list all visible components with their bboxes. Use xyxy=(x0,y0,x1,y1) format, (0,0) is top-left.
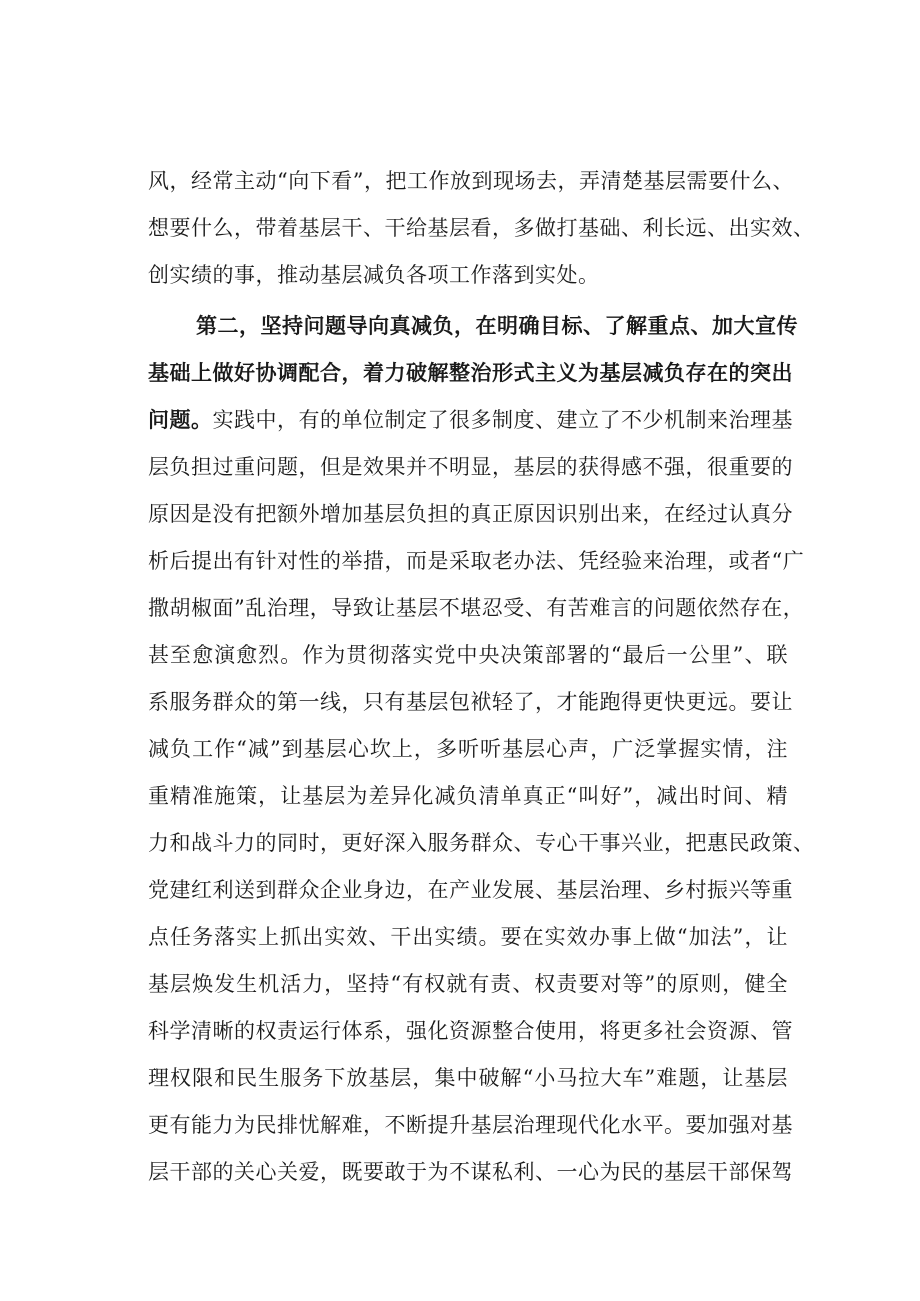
paragraph2-line-14: 点任务落实上抓出实效、干出实绩。要在实效办事上做“加法”，让 xyxy=(148,925,788,949)
paragraph2-line-18: 更有能力为民排忧解难，不断提升基层治理现代化水平。要加强对基 xyxy=(148,1113,793,1137)
paragraph2-line-8: 甚至愈演愈烈。作为贯彻落实党中央决策部署的“最后一公里”、联 xyxy=(148,643,788,667)
paragraph1-line-2: 想要什么，带着基层干、干给基层看，多做打基础、利长远、出实效、 xyxy=(148,216,815,240)
paragraph2-line-3 xyxy=(148,400,793,440)
paragraph2-line-3-bold: 问题。 xyxy=(148,407,213,432)
paragraph2-line-2: 基础上做好协调配合，着力破解整治形式主义为基层减负存在的突出 xyxy=(148,360,793,385)
paragraph2-line-6: 析后提出有针对性的举措，而是采取老办法、凭经验来治理，或者“广 xyxy=(148,549,805,573)
paragraph2-line-9: 系服务群众的第一线，只有基层包袱轻了，才能跑得更快更远。要让 xyxy=(148,690,793,714)
paragraph2-line-13: 党建红利送到群众企业身边，在产业发展、基层治理、乡村振兴等重 xyxy=(148,878,793,902)
paragraph2-line-4: 层负担过重问题，但是效果并不明显，基层的获得感不强，很重要的 xyxy=(148,455,793,479)
paragraph2-line-12: 力和战斗力的同时，更好深入服务群众、专心干事兴业，把惠民政策、 xyxy=(148,831,815,855)
paragraph2-line-16: 科学清晰的权责运行体系，强化资源整合使用，将更多社会资源、管 xyxy=(148,1019,793,1043)
paragraph1-line-1: 风，经常主动“向下看”，把工作放到现场去，弄清楚基层需要什么、 xyxy=(148,169,794,193)
paragraph2-line-7: 撒胡椒面”乱治理，导致让基层不堪忍受、有苦难言的问题依然存在， xyxy=(148,596,805,620)
paragraph2-line-5: 原因是没有把额外增加基层负担的真正原因识别出来，在经过认真分 xyxy=(148,502,793,526)
paragraph1-line-3: 创实绩的事，推动基层减负各项工作落到实处。 xyxy=(148,263,600,287)
paragraph2-line-15: 基层焕发生机活力，坚持“有权就有责、权责要对等”的原则，健全 xyxy=(148,972,788,996)
paragraph2-line-1: 第二，坚持问题导向真减负，在明确目标、了解重点、加大宣传 xyxy=(196,313,798,338)
paragraph2-line-3-rest: 实践中，有的单位制定了很多制度、建立了不少机制来治理基 xyxy=(212,408,793,432)
paragraph2-line-19: 层干部的关心关爱，既要敢于为不谋私利、一心为民的基层干部保驾 xyxy=(148,1160,793,1184)
paragraph2-line-11: 重精准施策，让基层为差异化减负清单真正“叫好”，减出时间、精 xyxy=(148,784,788,808)
paragraph2-line-10: 减负工作“减”到基层心坎上，多听听基层心声，广泛掌握实情，注 xyxy=(148,737,788,761)
paragraph2-line-17: 理权限和民生服务下放基层，集中破解“小马拉大车”难题，让基层 xyxy=(148,1066,788,1090)
